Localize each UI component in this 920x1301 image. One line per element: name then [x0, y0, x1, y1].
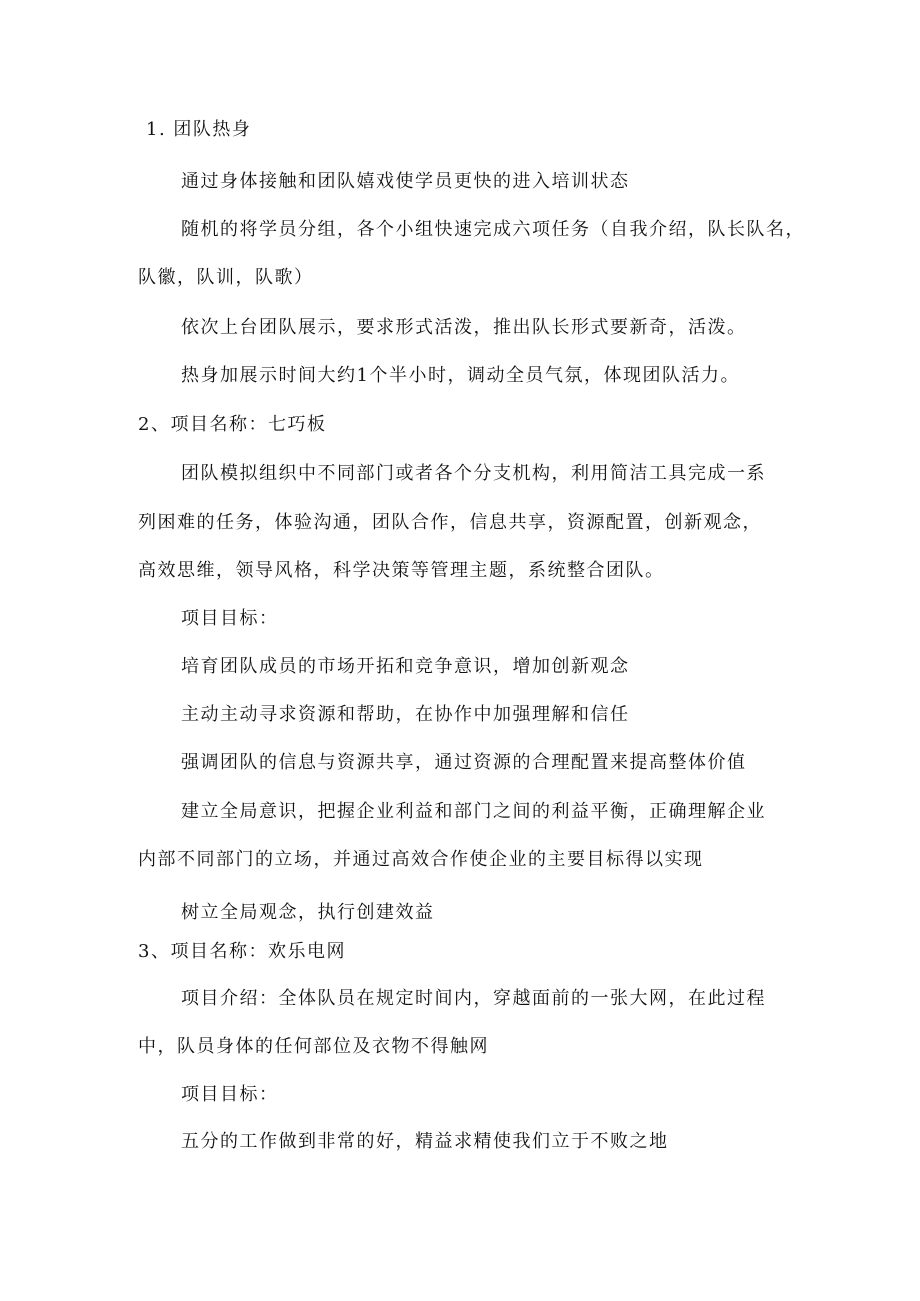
section-2-goal-5: 树立全局观念，执行创建效益 [181, 902, 435, 923]
section-1-paragraph-4: 热身加展示时间大约1个半小时，调动全员气氛，体现团队活力。 [181, 365, 740, 386]
section-1-paragraph-1: 通过身体接触和团队嬉戏使学员更快的进入培训状态 [181, 171, 630, 192]
section-2-paragraph-1-cont-2: 高效思维，领导风格，科学决策等管理主题，系统整合团队。 [138, 560, 665, 581]
section-2-goal-4: 建立全局意识，把握企业利益和部门之间的利益平衡，正确理解企业 [181, 801, 766, 822]
section-2-paragraph-1-cont-1: 列困难的任务，体验沟通，团队合作，信息共享，资源配置，创新观念， [138, 512, 762, 533]
section-2-goal-label: 项目目标： [181, 608, 279, 629]
section-2-heading: 2、项目名称：七巧板 [138, 414, 327, 435]
section-3-intro: 项目介绍：全体队员在规定时间内，穿越面前的一张大网，在此过程 [181, 988, 766, 1009]
section-3-intro-cont: 中，队员身体的任何部位及衣物不得触网 [138, 1036, 489, 1057]
section-1-heading: 1. 团队热身 [146, 119, 252, 140]
section-2-paragraph-1: 团队模拟组织中不同部门或者各个分支机构，利用简洁工具完成一系 [181, 463, 766, 484]
section-1-paragraph-3: 依次上台团队展示，要求形式活泼，推出队长形式要新奇，活泼。 [181, 317, 747, 338]
section-2-goal-3: 强调团队的信息与资源共享，通过资源的合理配置来提高整体价值 [181, 752, 747, 773]
section-1-paragraph-2: 随机的将学员分组，各个小组快速完成六项任务（自我介绍，队长队名， [181, 219, 805, 240]
section-2-goal-2: 主动主动寻求资源和帮助，在协作中加强理解和信任 [181, 704, 630, 725]
section-2-goal-4-cont: 内部不同部门的立场，并通过高效合作使企业的主要目标得以实现 [138, 849, 704, 870]
section-3-goal-1: 五分的工作做到非常的好，精益求精使我们立于不败之地 [181, 1131, 669, 1152]
section-1-paragraph-2-cont: 队徽，队训，队歌） [138, 267, 314, 288]
section-3-goal-label: 项目目标： [181, 1084, 279, 1105]
section-2-goal-1: 培育团队成员的市场开拓和竞争意识，增加创新观念 [181, 656, 630, 677]
section-3-heading: 3、项目名称：欢乐电网 [138, 941, 346, 962]
